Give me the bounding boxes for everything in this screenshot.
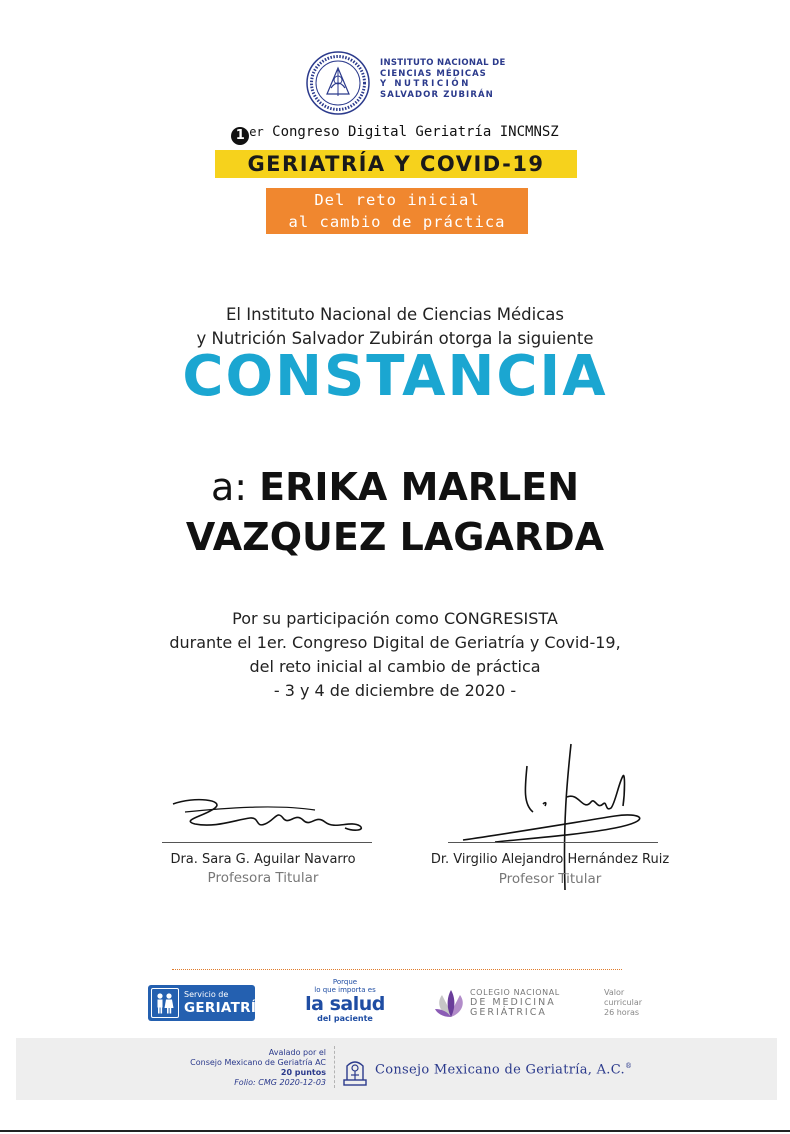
- footer-divider: [172, 969, 622, 970]
- congress-suffix: er: [249, 125, 264, 139]
- signer-name: Dra. Sara G. Aguilar Navarro: [170, 852, 356, 867]
- participation-line: - 3 y 4 de diciembre de 2020 -: [273, 681, 517, 700]
- servicio-geriatria-logo: [148, 985, 267, 1021]
- endorsement-divider: [334, 1046, 335, 1088]
- signer-role: Profesora Titular: [207, 870, 319, 886]
- participation-line: del reto inicial al cambio de práctica: [249, 657, 541, 676]
- flower-icon: [434, 987, 468, 1021]
- registered-mark: ®: [624, 1062, 633, 1070]
- valor-line: curricular: [604, 998, 643, 1007]
- colegio-line: DE MEDICINA: [470, 997, 556, 1008]
- endorsement-text: [150, 1048, 326, 1088]
- institute-name-line: SALVADOR ZUBIRÁN: [380, 89, 494, 100]
- document-title: CONSTANCIA: [182, 344, 608, 409]
- participation-line: Por su participación como CONGRESISTA: [232, 609, 558, 628]
- signer-role: Profesor Titular: [498, 871, 602, 887]
- salud-top-line: Porque: [332, 978, 358, 986]
- elderly-couple-icon: [151, 988, 179, 1018]
- salud-main-label: la salud: [305, 993, 385, 1015]
- participation-line: durante el 1er. Congreso Digital de Geriatría y Covid-19,: [169, 633, 621, 652]
- event-title: GERIATRÍA Y COVID-19: [215, 150, 577, 178]
- event-subtitle: [266, 188, 528, 234]
- colegio-medicina-geriatrica-logo: [434, 985, 569, 1023]
- aval-line: Consejo Mexicano de Geriatría AC: [190, 1058, 326, 1067]
- colegio-line: GERIÁTRICA: [470, 1007, 547, 1018]
- la-salud-logo: [300, 978, 390, 1023]
- congress-heading: [0, 124, 790, 145]
- aval-line: Avalado por el: [268, 1048, 326, 1057]
- aval-points: 20 puntos: [280, 1068, 326, 1077]
- institute-name-line: Y NUTRICIÓN: [380, 79, 471, 89]
- curricular-value: [604, 988, 664, 1018]
- valor-line: Valor: [604, 988, 625, 997]
- signature-left-image: [165, 790, 375, 840]
- aval-folio: Folio: CMG 2020-12-03: [234, 1078, 326, 1087]
- recipient-name: [0, 462, 790, 562]
- signature-line: [448, 842, 658, 843]
- valor-line: 26 horas: [604, 1008, 640, 1017]
- signature-line: [162, 842, 372, 843]
- consejo-name-text: Consejo Mexicano de Geriatría, A.C.: [375, 1062, 625, 1078]
- event-subtitle-line: al cambio de práctica: [288, 213, 506, 231]
- participation-text: [0, 607, 790, 703]
- institute-name-line: INSTITUTO NACIONAL DE: [380, 58, 506, 68]
- salud-bottom-line: del paciente: [317, 1014, 373, 1023]
- signer-name: Dr. Virgilio Alejandro Hernández Ruiz: [430, 852, 670, 867]
- recipient-first-names: ERIKA MARLEN: [259, 465, 580, 509]
- recipient-last-names: VAZQUEZ LAGARDA: [185, 515, 605, 559]
- signature-right-image: [455, 742, 660, 892]
- recipient-prefix: a:: [210, 465, 260, 509]
- congress-text: Congreso Digital Geriatría INCMNSZ: [263, 124, 559, 140]
- geriatria-small-label: Servicio de: [184, 990, 229, 999]
- geriatria-big-label: GERIATRÍA: [184, 1000, 267, 1016]
- intro-line: y Nutrición Salvador Zubirán otorga la siguiente: [196, 329, 594, 348]
- consejo-emblem-icon: [342, 1054, 368, 1088]
- institute-seal-icon: [305, 50, 371, 116]
- congress-number-badge: 1: [231, 127, 249, 145]
- intro-line: El Instituto Nacional de Ciencias Médicas: [226, 305, 564, 324]
- salud-top-line: lo que importa es: [314, 986, 376, 994]
- colegio-line: COLEGIO NACIONAL: [470, 988, 560, 997]
- page-bottom-rule: [0, 1130, 790, 1132]
- institute-name: [380, 58, 520, 100]
- consejo-name: [375, 1062, 632, 1077]
- institute-name-line: CIENCIAS MÉDICAS: [380, 68, 487, 79]
- event-subtitle-line: Del reto inicial: [314, 191, 480, 209]
